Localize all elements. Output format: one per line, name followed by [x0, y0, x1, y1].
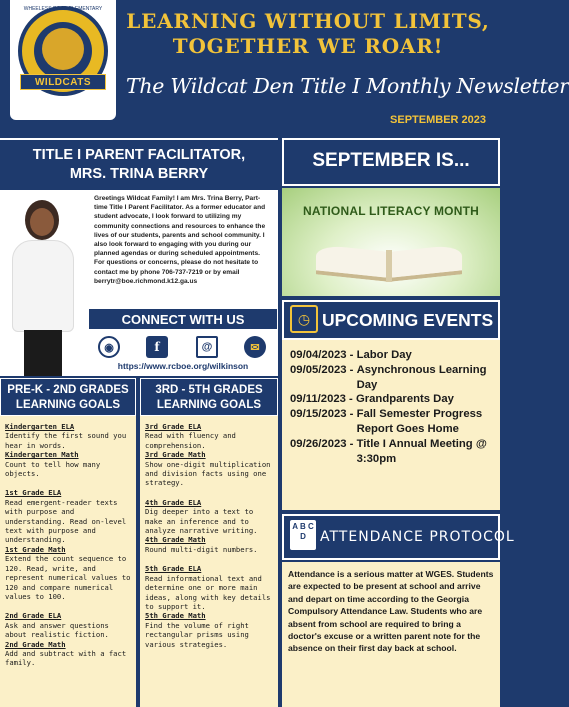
prek-2-goals-panel — [0, 416, 136, 707]
prek-2-heading-line-1: PRE-K - 2ND GRADES — [7, 384, 129, 396]
facilitator-heading-line-2: MRS. TRINA BERRY — [69, 166, 209, 182]
goal-subject: Kindergarten ELA — [5, 422, 75, 431]
goal-text: Dig deeper into a text to make an inference and to analyze narrative writing. — [145, 507, 258, 536]
goal-subject: 5th Grade ELA — [145, 564, 202, 574]
event-date: 09/26/2023 — [290, 437, 347, 450]
attendance-text: Attendance is a serious matter at WGES. Students are expected to be present at school and arrive and depart on time according to the Georgia Compulsory Attendance Law. Students who are absent from school are required to bring a doctor's excuse or a written parent note for the absence on their first day back at school. — [282, 562, 500, 707]
attendance-heading: ATTENDANCE PROTOCOL — [320, 529, 515, 545]
event-separator: - — [345, 393, 356, 406]
logo-arc-text: WHEELESS ROAD ELEMENTARY — [23, 6, 103, 12]
goal-text: Read informational text and determine one or more main ideas, along with key details to support it. — [145, 573, 271, 611]
prek-2-heading — [0, 378, 136, 416]
goal-text: Add and subtract with a fact family. — [5, 648, 127, 668]
event-name: Fall Semester Progress Report Goes Home — [356, 408, 483, 435]
goal-text: Read with fluency and comprehension. — [145, 431, 236, 450]
facilitator-heading — [0, 138, 278, 186]
grades-3-5-heading-line-1: 3RD - 5TH GRADES — [155, 384, 263, 396]
grades-3-5-heading — [140, 378, 278, 416]
facilitator-heading-line-1: TITLE I PARENT FACILITATOR, — [32, 147, 246, 163]
goal-text: Identify the first sound you hear in words. — [5, 431, 127, 450]
event-separator: - — [346, 349, 357, 361]
event-item — [290, 437, 496, 467]
newsletter-title: The Wildcat Den Title I Monthly Newsletter — [126, 74, 569, 98]
connect-heading: CONNECT WITH US — [88, 308, 278, 330]
issue-date: SEPTEMBER 2023 — [390, 114, 486, 126]
goal-text: Find the volume of right rectangular prisms using various strategies. — [145, 620, 249, 649]
goal-subject: 2nd Grade ELA — [5, 611, 62, 621]
remind-icon[interactable]: ✉ — [244, 336, 266, 358]
goal-text: Extend the count sequence to 120. Read, write, and represent numerical values to 120 and compare numerical values to 100. — [5, 554, 131, 601]
event-separator: - — [346, 363, 357, 376]
goal-subject: 5th Grade Math — [145, 611, 206, 621]
grades-3-5-goals-panel — [140, 416, 278, 707]
calendar-clock-icon: ◷ — [290, 305, 318, 333]
globe-icon[interactable]: ◉ — [98, 336, 120, 358]
event-separator: - — [346, 408, 357, 421]
photo-pants — [24, 330, 62, 376]
event-name: Asynchronous Learning Day — [356, 363, 487, 391]
goal-text: Show one-digit multiplication and division facts using one strategy. — [145, 459, 271, 488]
goal-text: Ask and answer questions about realistic fiction. — [5, 620, 109, 640]
goal-block — [145, 564, 274, 649]
event-date: 09/04/2023 — [290, 349, 347, 361]
photo-jacket — [12, 240, 74, 332]
goal-subject: 3rd Grade Math — [145, 450, 206, 460]
september-heading: SEPTEMBER IS... — [282, 138, 500, 186]
photo-face — [30, 208, 54, 236]
goal-block — [5, 422, 132, 478]
open-book-spine — [386, 250, 392, 282]
tagline — [126, 9, 490, 59]
event-item — [290, 392, 496, 407]
event-date: 09/05/2023 — [290, 363, 347, 376]
event-item — [290, 348, 496, 363]
goal-subject: 1st Grade ELA — [5, 488, 62, 498]
events-list — [282, 340, 500, 510]
event-name: Grandparents Day — [355, 393, 454, 406]
facilitator-bio: Greetings Wildcat Family! I am Mrs. Trina Berry, Part-time Title I Parent Facilitator. As a former educator and student advocate, I look forward to utilizing my community connections and resources to enhance the lives of our students, parents and school community. I also look forward to engaging with you during our planned agendas or during scheduled appointments. For questions or concerns, please do not hesitate to contact me by phone 706-737-7219 or by email berrytr@boe.richmond.k12.ga.us — [88, 190, 278, 308]
prek-2-heading-line-2: LEARNING GOALS — [15, 399, 121, 411]
facebook-icon[interactable]: f — [146, 336, 168, 358]
tagline-line-2: TOGETHER WE ROAR! — [172, 34, 444, 58]
logo-banner: WILDCATS — [20, 74, 106, 90]
grades-3-5-heading-line-2: LEARNING GOALS — [156, 399, 262, 411]
goal-subject: 1st Grade Math — [5, 544, 66, 554]
event-item — [290, 407, 496, 437]
literacy-month-label: NATIONAL LITERACY MONTH — [303, 204, 479, 218]
events-heading: UPCOMING EVENTS — [322, 310, 494, 330]
event-name: Title I Annual Meeting @ 3:30pm — [356, 437, 487, 465]
goal-subject: 4th Grade ELA — [145, 497, 202, 507]
event-date: 09/11/2023 — [290, 393, 346, 406]
event-separator: - — [346, 437, 357, 450]
goal-text: Round multi-digit numbers. — [145, 544, 258, 554]
goal-text: Read emergent-reader texts with purpose and understanding. Read on-level text with purpose and understanding. — [5, 497, 127, 545]
goal-text: Count to tell how many objects. — [5, 459, 101, 479]
goal-block — [5, 611, 132, 667]
attendance-chart-icon: A B C D — [290, 520, 316, 550]
school-website-link[interactable]: https://www.rcboe.org/wilkinson — [117, 361, 249, 371]
goal-block — [145, 498, 274, 554]
event-item — [290, 363, 496, 393]
goal-block — [145, 422, 274, 488]
goal-subject: 2nd Grade Math — [5, 639, 66, 649]
tagline-line-1: LEARNING WITHOUT LIMITS, — [126, 9, 490, 33]
goal-block — [5, 488, 132, 601]
wildcat-mascot-icon — [42, 28, 84, 70]
goal-subject: 4th Grade Math — [145, 535, 206, 545]
goal-subject: Kindergarten Math — [5, 450, 79, 460]
goal-subject: 3rd Grade ELA — [145, 422, 202, 431]
event-date: 09/15/2023 — [290, 408, 347, 421]
mail-icon[interactable]: @ — [196, 336, 218, 358]
event-name: Labor Day — [356, 349, 412, 361]
